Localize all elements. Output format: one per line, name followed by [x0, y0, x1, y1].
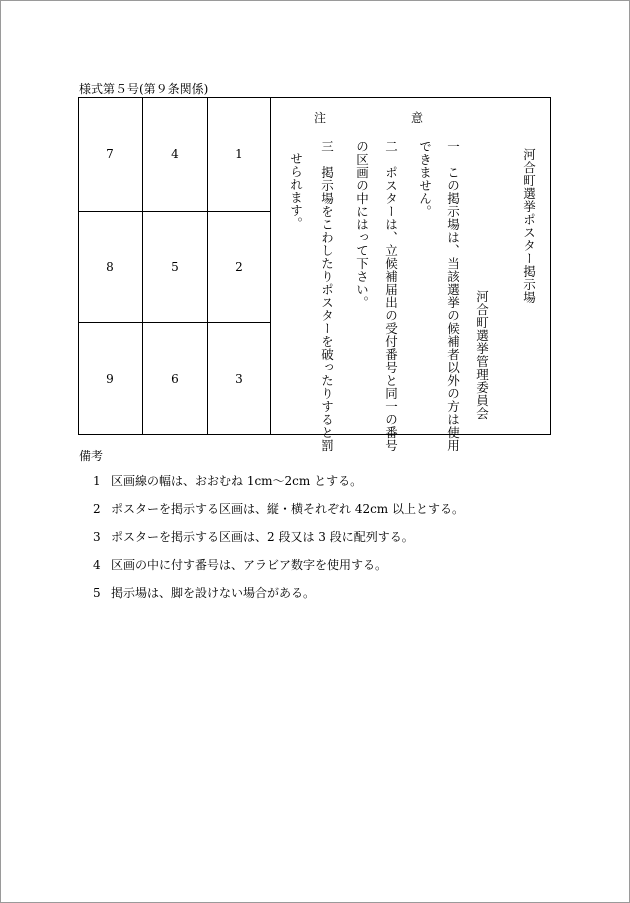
note-3-line-2: せられます。 — [288, 152, 304, 230]
remark-number: 2 — [93, 502, 101, 516]
grid-cell-2: 2 — [208, 212, 271, 323]
note-2-line-1: 二 ポスターは、立候補届出の受付番号と同一の番号 — [383, 140, 399, 452]
notice-heading-2: 意 — [411, 111, 424, 125]
remark-text: 区画線の幅は、おおむね 1cm〜2cm とする。 — [111, 474, 363, 488]
remark-text: ポスターを掲示する区画は、2 段又は 3 段に配列する。 — [111, 530, 414, 544]
grid-cell-5: 5 — [143, 212, 208, 323]
note-1-line-2: できません。 — [417, 140, 433, 218]
remark-number: 4 — [93, 558, 101, 572]
remark-item — [93, 528, 414, 545]
grid-cell-8: 8 — [78, 212, 143, 323]
remark-item — [93, 556, 387, 573]
grid-cell-4: 4 — [143, 97, 208, 212]
remark-number: 5 — [93, 586, 101, 600]
remark-item — [93, 472, 362, 489]
poster-grid — [78, 97, 271, 435]
grid-cell-9: 9 — [78, 323, 143, 435]
grid-cell-6: 6 — [143, 323, 208, 435]
remark-number: 1 — [93, 474, 101, 488]
remark-text: ポスターを掲示する区画は、縦・横それぞれ 42cm 以上とする。 — [111, 502, 465, 516]
remark-item — [93, 500, 464, 517]
grid-cell-7: 7 — [78, 97, 143, 212]
form-label: 様式第５号(第９条関係) — [79, 82, 209, 96]
board-title: 河合町選挙ポスター掲示場 — [521, 148, 537, 304]
remark-item — [93, 584, 315, 601]
note-1-line-1: 一 この掲示場は、当該選挙の候補者以外の方は使用 — [445, 140, 461, 452]
note-3-line-1: 三 掲示場をこわしたりポスターを破ったりすると罰 — [319, 140, 335, 452]
note-2-line-2: の区画の中にはって下さい。 — [354, 140, 370, 309]
remark-text: 区画の中に付す番号は、アラビア数字を使用する。 — [111, 558, 388, 572]
remark-text: 掲示場は、脚を設けない場合がある。 — [111, 586, 316, 600]
grid-cell-3: 3 — [208, 323, 271, 435]
notice-heading-1: 注 — [314, 111, 327, 125]
remarks-title: 備考 — [79, 449, 104, 463]
committee-name: 河合町選挙管理委員会 — [474, 290, 490, 420]
remark-number: 3 — [93, 530, 101, 544]
grid-cell-1: 1 — [208, 97, 271, 212]
